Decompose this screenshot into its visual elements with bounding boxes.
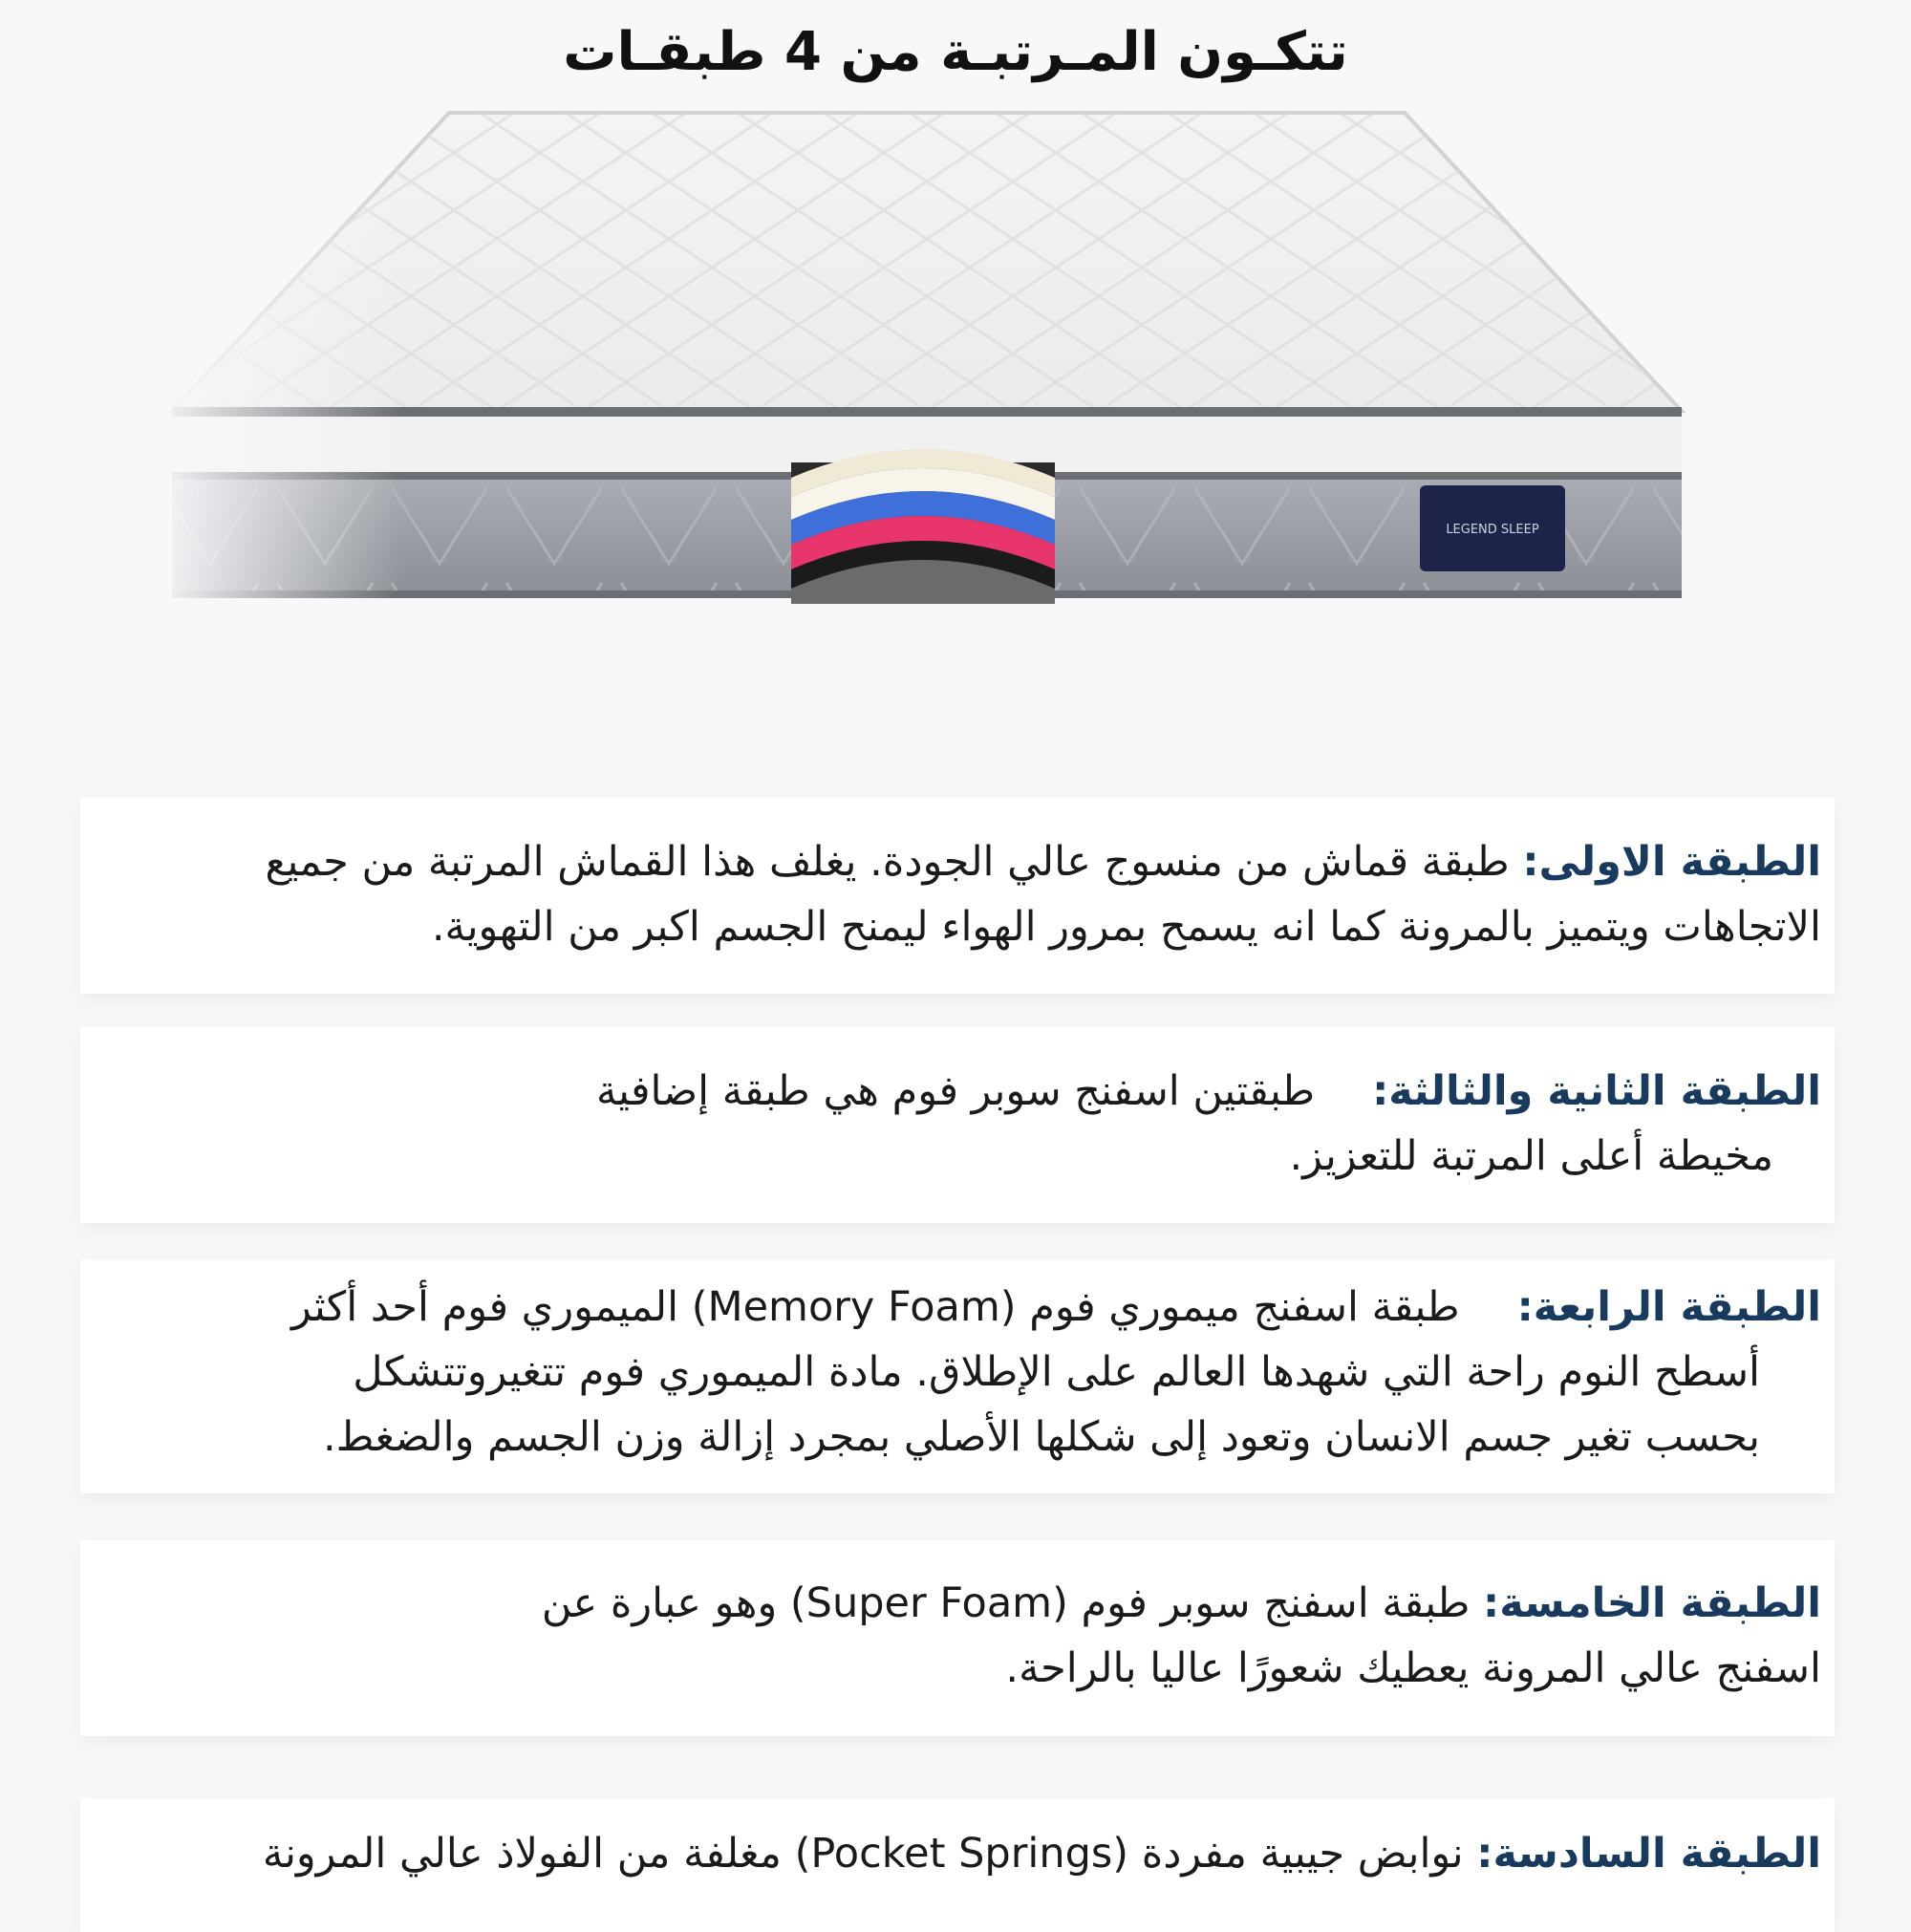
layer-5-line-1 — [138, 1821, 1821, 1886]
layer-5-label: الطبقة السادسة: — [1476, 1830, 1821, 1878]
layer-4-text-1: طبقة اسفنج سوبر فوم (Super Foam) وهو عبارة عن — [541, 1579, 1471, 1627]
layer-card-4 — [80, 1540, 1835, 1736]
layer-5-text-1: نوابض جيبية مفردة (Pocket Springs) مغلفة من الفولاذ عالي المرونة — [262, 1830, 1464, 1878]
layer-card-1 — [80, 798, 1835, 994]
layer-1-label: الطبقة الاولى: — [1522, 838, 1821, 886]
layer-1-line-1 — [138, 829, 1821, 894]
layer-2-label: الطبقة الثانية والثالثة: — [1372, 1067, 1821, 1115]
layer-card-2 — [80, 1027, 1835, 1223]
layers-cutaway-icon — [791, 449, 1055, 604]
layer-3-label: الطبقة الرابعة: — [1516, 1283, 1821, 1331]
layer-2-line-1 — [138, 1059, 1821, 1124]
brand-label: LEGEND SLEEP — [1446, 523, 1539, 537]
layer-3-text-1: طبقة اسفنج ميموري فوم (Memory Foam) الميموري فوم أحد أكثر — [291, 1283, 1460, 1331]
layer-2-line-2: مخيطة أعلى المرتبة للتعزيز. — [1289, 1132, 1773, 1180]
brand-badge — [1420, 485, 1565, 571]
layer-4-line-2: اسفنج عالي المرونة يعطيك شعورًا عاليا بالراحة. — [1005, 1644, 1821, 1692]
layer-2-text-1: طبقتين اسفنج سوبر فوم هي طبقة إضافية — [595, 1067, 1316, 1115]
layer-3-line-3: بحسب تغير جسم الانسان وتعود إلى شكلها الأصلي بمجرد إزالة وزن الجسم والضغط. — [323, 1413, 1760, 1461]
mattress-illustration — [153, 96, 1758, 631]
layer-3-line-1 — [138, 1275, 1821, 1340]
page-title: تتكـون المـرتبـة من 4 طبقـات — [563, 21, 1348, 83]
layer-4-line-1 — [138, 1571, 1821, 1636]
layer-1-text-1: طبقة قماش من منسوج عالي الجودة. يغلف هذا القماش المرتبة من جميع — [265, 838, 1510, 886]
mattress-image — [153, 96, 1758, 631]
layer-4-label: الطبقة الخامسة: — [1483, 1579, 1821, 1627]
layer-1-line-2: الاتجاهات ويتميز بالمرونة كما انه يسمح بمرور الهواء ليمنح الجسم اكبر من التهوية. — [431, 903, 1821, 951]
layer-3-line-2: أسطح النوم راحة التي شهدها العالم على الإطلاق. مادة الميموري فوم تتغيروتتشكل — [353, 1348, 1760, 1396]
layer-card-3 — [80, 1259, 1835, 1493]
layer-card-5 — [80, 1798, 1835, 1932]
